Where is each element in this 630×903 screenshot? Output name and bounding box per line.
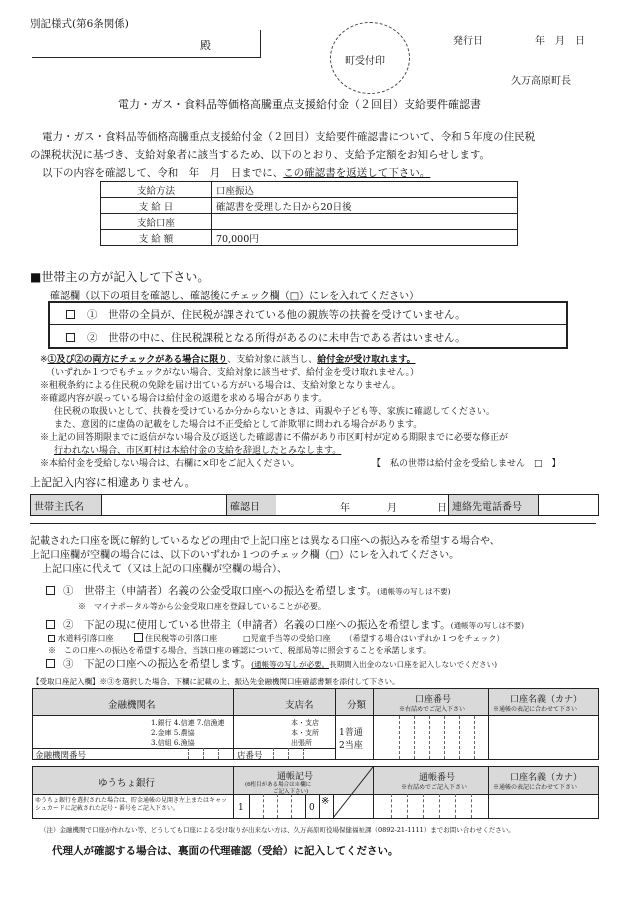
payment-label: 支 給 額: [101, 230, 212, 246]
yucho-digit-line: [407, 794, 408, 818]
yucho-digit-line: [291, 794, 292, 818]
issuer: 久万高原町長: [511, 76, 571, 87]
note-4-sub: 行われない場合、市区町村は本給付金の支給を辞退したとみなします。: [54, 446, 342, 456]
bank-col-line: [373, 689, 374, 759]
yucho-name-sub: ※通帳の表記に合わせて下さい: [493, 784, 578, 791]
household-heading: ■世帯主の方が記入して下さい。: [30, 270, 210, 284]
intro-line3: 以下の内容を確認して、令和 年 月 日までに、この確認書を返送して下さい。: [42, 167, 431, 179]
yucho-diagonal: [333, 767, 373, 818]
payment-value: 確認書を受理した日から20日後: [212, 198, 518, 214]
note-3-sub1: 住民税の取扱いとして、扶養を受けているか分からないときは、両親や子ども等、家族に確認してください。: [54, 407, 495, 417]
passbook-number-label: 通帳番号: [419, 773, 456, 783]
bank-type-2: 2.金庫 5.農協: [151, 729, 195, 737]
yucho-digit-line: [455, 794, 456, 818]
yucho-title: ゆうちょ銀行: [98, 778, 156, 789]
digit-divider: [474, 716, 475, 759]
yucho-digit-line: [439, 794, 440, 818]
option-2: ② 下記の現に使用している世帯主（申請者）名義の口座への振込を希望します。(通帳等の写しは不要): [46, 617, 524, 632]
addressee-suffix: 殿: [200, 39, 211, 52]
check-instruction: 確認欄（以下の項目を確認し、確認後にチェック欄（□）にレを入れてください）: [50, 291, 420, 302]
passbook-symbol-sub2: ご記入下さい): [273, 789, 309, 795]
addressee-divider: [260, 30, 261, 58]
bank-type-3: 3.信組 6.漁協: [151, 739, 195, 747]
yucho-digit-line: [263, 794, 264, 818]
yucho-digit-line: [471, 794, 472, 818]
yucho-digit-0: 0: [309, 803, 315, 813]
issue-date-label: 発行日: [453, 36, 483, 47]
phone-input[interactable]: [538, 495, 598, 515]
option-1: ① 世帯主（申請者）名義の公金受取口座への振込を希望します。(通帳等の写しは不要): [46, 583, 451, 598]
water-account-checkbox[interactable]: [48, 635, 55, 642]
digit-divider: [459, 716, 460, 759]
tax-account-checkbox[interactable]: [134, 633, 143, 642]
decline-option[interactable]: 【 私の世帯は給付金を受給しません □ 】: [372, 459, 561, 469]
bank-code-label: 金融機関番号: [35, 751, 87, 761]
note-4: ※上記の回答期限までに返信がない場合及び返送した確認書に不備があり市区町村が定める期限までに必要な修正が: [40, 433, 509, 443]
payment-value: 70,000円: [212, 230, 518, 246]
bank-section-title: 【受取口座記入欄】※③を選択した場合、下欄に記載の上、振込先金融機関口座確認書類を添付して下さい。: [32, 677, 400, 686]
passbook-symbol-label: 通帳記号: [277, 772, 314, 782]
date-year: 年: [340, 503, 350, 514]
yucho-mark: ※: [321, 796, 330, 807]
note-1: ※①及び②の両方にチェックがある場合に限り、支給対象に該当し、給付金が受け取れます。: [40, 355, 416, 365]
check-item-1: ① 世帯の全員が、住民税が課されている他の親族等の扶養を受けていません。: [66, 307, 466, 322]
branch-type-2: 本・支所: [291, 729, 319, 737]
digit-divider: [414, 716, 415, 759]
yucho-name-label: 口座名義（カナ）: [510, 773, 583, 783]
bank-col-type: 分類: [347, 700, 367, 711]
account-line1: 記載された口座を既に解約しているなどの理由で上記口座とは異なる口座への振込みを希望する場合や、: [30, 536, 500, 547]
note-1-sub: （いずれか１つでもチェックがない場合、支給対象に該当せず、給付金を受け取れません。）: [46, 368, 420, 378]
date-day: 日: [437, 503, 447, 514]
option-3: ③ 下記の口座への振込を希望します。(通帳等の写しが必要。長期間入出金のない口座を記入しないでください): [46, 656, 497, 671]
option-1-checkbox[interactable]: [46, 586, 55, 595]
payment-table: [100, 181, 518, 246]
branch-type-3: 出張所: [291, 739, 312, 747]
payment-row: [101, 182, 518, 198]
date-month: 月: [387, 503, 397, 514]
bank-col-line: [335, 689, 336, 759]
code-tick: [218, 748, 219, 759]
note-5: ※本給付金を受給しない場合は、右欄に×印をご記入ください。: [40, 459, 300, 469]
code-tick: [303, 748, 304, 759]
proxy-note: 代理人が確認する場合は、裏面の代理確認（受給）に記入してください。: [52, 845, 399, 857]
yucho-note: ゆうちょ銀行を選択された場合は、貯金通帳の見開き左上またはキャッシュカードに記載された記号・番号をご記入下さい。: [35, 797, 228, 812]
bank-col-bank: 金融機関名: [108, 700, 156, 711]
yucho-col-line: [233, 767, 234, 818]
payment-value: 口座振込: [212, 182, 518, 198]
issue-date-ymd: 年 月 日: [535, 36, 585, 47]
bank-col-number-sub: ※右詰めでご記入下さい: [399, 706, 466, 713]
account-line3: 上記口座に代えて（又は上記の口座欄が空欄の場合）、: [42, 564, 287, 575]
addressee-line: [32, 57, 260, 58]
declaration: 上記記入内容に相違ありません。: [30, 476, 196, 489]
yucho-digit-1: 1: [238, 803, 244, 813]
code-tick: [203, 748, 204, 759]
bank-header-line: [33, 715, 598, 716]
note-3-sub2: また、意図的に虚偽の記載をした場合は不正受給として詐欺罪に問われる場合があります。: [54, 420, 423, 430]
bank-col-name-sub: ※通帳の表記に合わせて下さい: [493, 706, 578, 713]
yucho-digit-line: [277, 794, 278, 818]
phone-label: 連絡先電話番号: [448, 495, 538, 515]
option-2-checkbox[interactable]: [46, 620, 55, 629]
check-item-2: ② 世帯の中に、住民税課税となる所得があるのに未申告である者はいません。: [66, 330, 466, 345]
account-line2: 上記口座欄が空欄の場合には、以下のいずれか１つのチェック欄（□）にレを入れてください。: [30, 550, 460, 561]
passbook-symbol-sub: (6桁目がある場合は※欄に: [245, 782, 312, 788]
passbook-number-sub: ※右詰めでご記入下さい: [401, 784, 468, 791]
head-name-input[interactable]: [101, 495, 226, 515]
check-2-checkbox[interactable]: [66, 333, 75, 342]
yucho-digit-line: [391, 794, 392, 818]
branch-code-label: 店番号: [237, 751, 263, 761]
yucho-digit-line: [319, 794, 320, 818]
yucho-header-line: [33, 794, 598, 795]
bank-col-name: 口座名義（カナ）: [510, 695, 583, 705]
payment-row: [101, 214, 518, 230]
footnote: （注）金融機関で口座が作れない等、どうしても口座による受け取りが出来ない方は、久万高原町役場保健福祉課（0892-21-1111）までお問い合わせください。: [40, 826, 515, 834]
yucho-table: [32, 766, 599, 819]
check-1-checkbox[interactable]: [66, 310, 75, 319]
note-2: ※租税条約による住民税の免除を届け出ている方がいる場合は、支給対象となりません。: [40, 381, 401, 391]
intro-line1: 電力・ガス・食料品等価格高騰重点支援給付金（２回目）支給要件確認書について、令和５年度の住民税: [42, 131, 536, 143]
bank-col-branch: 支店名: [285, 700, 314, 711]
acct-type-1: 1普通: [339, 728, 363, 738]
code-tick: [188, 748, 189, 759]
code-tick: [273, 748, 274, 759]
payment-label: 支給方法: [101, 182, 212, 198]
form-id: 別記様式(第6条関係): [30, 18, 129, 30]
bank-col-line: [488, 689, 489, 759]
payment-row: [101, 198, 518, 214]
stamp-label: 町受付印: [345, 56, 385, 67]
head-name-label: 世帯主氏名: [31, 495, 101, 515]
code-tick: [288, 748, 289, 759]
payment-label: 支 給 日: [101, 198, 212, 214]
option-3-checkbox[interactable]: [46, 659, 55, 668]
option-2-choices: 水道料引落口座 住民税等の引落口座 □児童手当等の受給口座 （希望する場合はいずれか１つをチェック）: [48, 633, 504, 644]
yucho-digit-line: [305, 794, 306, 818]
acct-type-2: 2当座: [339, 741, 363, 751]
section-divider: [30, 523, 596, 524]
bank-table: [32, 688, 599, 760]
bank-col-number: 口座番号: [415, 695, 452, 705]
digit-divider: [429, 716, 430, 759]
page-title: 電力・ガス・食料品等価格高騰重点支援給付金（２回目）支給要件確認書: [118, 98, 481, 111]
payment-label: 支給口座: [101, 214, 212, 230]
bank-type-1: 1.銀行 4.信連 7.信漁連: [151, 719, 225, 727]
yucho-digit-line: [249, 794, 250, 818]
yucho-col-line: [373, 767, 374, 818]
digit-divider: [399, 716, 400, 759]
option-2-note: ※ この口座への振込を希望する場合、当該口座の確認について、税部局等に照会することを承諾します。: [48, 646, 432, 655]
yucho-digit-line: [423, 794, 424, 818]
option-1-note: ※ マイナポータル等から公金受取口座を登録していることが必要。: [78, 602, 326, 611]
intro-line2: の課税状況に基づき、支給対象者に該当するため、以下のとおり、支給予定額をお知らせします。: [30, 149, 491, 161]
payment-value: [212, 214, 518, 230]
confirm-date-label: 確認日: [226, 495, 276, 515]
digit-divider: [444, 716, 445, 759]
branch-type-1: 本・支店: [291, 719, 319, 727]
payment-row: [101, 230, 518, 246]
yucho-col-line: [488, 767, 489, 818]
sign-row: [30, 494, 599, 516]
check-divider: [49, 324, 567, 325]
note-3: ※確認内容が誤っている場合は給付金の返還を求める場合があります。: [40, 394, 328, 404]
